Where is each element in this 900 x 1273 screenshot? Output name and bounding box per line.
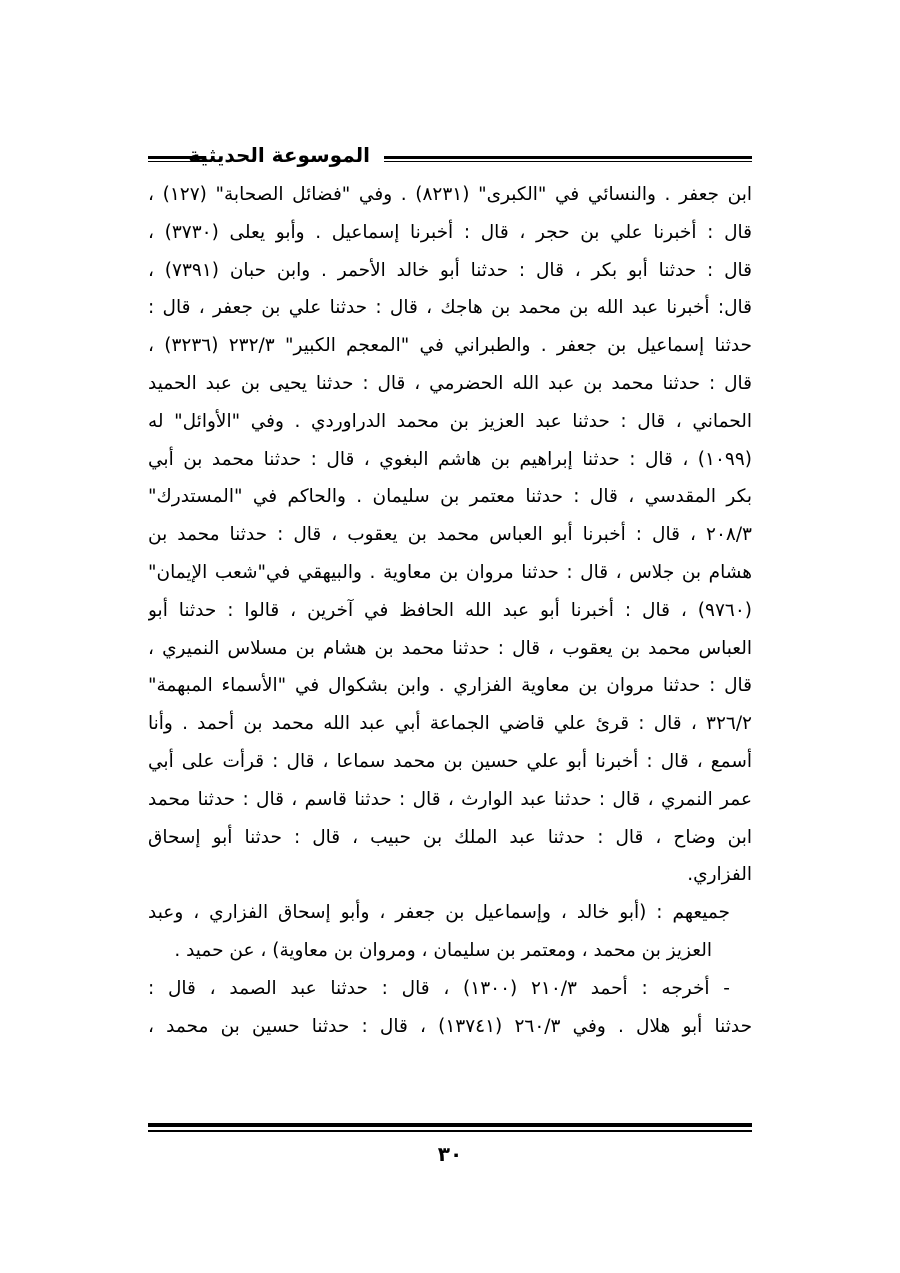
header-rule-left [148,156,206,162]
text-line: الحماني ، قال : حدثنا عبد العزيز بن محمد الدراوردي . وفي "الأوائل" له [148,410,752,432]
footer-rule [148,1123,752,1132]
text-line: حدثنا أبو هلال . وفي ٢٦٠/٣ (١٣٧٤١) ، قال : حدثنا حسين بن محمد ، [148,1015,752,1037]
text-line: عمر النمري ، قال : حدثنا عبد الوارث ، قال : حدثنا قاسم ، قال : حدثنا محمد [148,788,752,810]
text-line: قال : حدثنا أبو بكر ، قال : حدثنا أبو خالد الأحمر . وابن حبان (٧٣٩١) ، [148,259,752,281]
text-line: حدثنا إسماعيل بن جعفر . والطبراني في "المعجم الكبير" ٢٣٢/٣ (٣٢٣٦) ، [148,335,752,357]
page-number: ٣٠ [437,1142,463,1166]
text-line: قال: أخبرنا عبد الله بن محمد بن هاجك ، قال : حدثنا علي بن جعفر ، قال : [148,297,752,319]
text-line: - أخرجه : أحمد ٢١٠/٣ (١٣٠٠) ، قال : حدثنا عبد الصمد ، قال : [148,977,730,999]
text-line: العزيز بن محمد ، ومعتمر بن سليمان ، ومروان بن معاوية) ، عن حميد . [174,939,712,961]
text-line: هشام بن جلاس ، قال : حدثنا مروان بن معاوية . والبيهقي في"شعب الإيمان" [148,561,752,583]
text-line: (١٠٩٩) ، قال : حدثنا إبراهيم بن هاشم البغوي ، قال : حدثنا محمد بن أبي [148,448,752,470]
running-header [148,141,752,171]
header-title: الموسوعة الحديثية [188,143,370,167]
text-line: ابن جعفر . والنسائي في "الكبرى" (٨٢٣١) . وفي "فضائل الصحابة" (١٢٧) ، [148,184,752,205]
text-line: قال : أخبرنا علي بن حجر ، قال : أخبرنا إسماعيل . وأبو يعلى (٣٧٣٠) ، [148,221,752,243]
text-line: (٩٧٦٠) ، قال : أخبرنا أبو عبد الله الحافظ في آخرين ، قالوا : حدثنا أبو [148,599,752,621]
text-line: العباس محمد بن يعقوب ، قال : حدثنا محمد بن هشام بن مسلاس النميري ، [148,637,752,659]
text-line: ٣٢٦/٢ ، قال : قرئ علي قاضي الجماعة أبي عبد الله محمد بن أحمد . وأنا [148,713,752,735]
text-line: الفزاري. [687,864,752,886]
header-rule-right [384,156,752,162]
main-text [148,176,752,1045]
text-line: أسمع ، قال : أخبرنا أبو علي حسين بن محمد سماعا ، قال : قرأت على أبي [148,750,752,772]
text-line: ٢٠٨/٣ ، قال : أخبرنا أبو العباس محمد بن يعقوب ، قال : حدثنا محمد بن [148,524,752,546]
text-line: ابن وضاح ، قال : حدثنا عبد الملك بن حبيب ، قال : حدثنا أبو إسحاق [148,826,752,848]
text-line: بكر المقدسي ، قال : حدثنا معتمر بن سليمان . والحاكم في "المستدرك" [148,486,752,508]
text-line: قال : حدثنا مروان بن معاوية الفزاري . وابن بشكوال في "الأسماء المبهمة" [148,675,752,697]
text-line: جميعهم : (أبو خالد ، وإسماعيل بن جعفر ، وأبو إسحاق الفزاري ، وعبد [148,902,730,924]
text-line: قال : حدثنا محمد بن عبد الله الحضرمي ، قال : حدثنا يحيى بن عبد الحميد [148,372,752,394]
